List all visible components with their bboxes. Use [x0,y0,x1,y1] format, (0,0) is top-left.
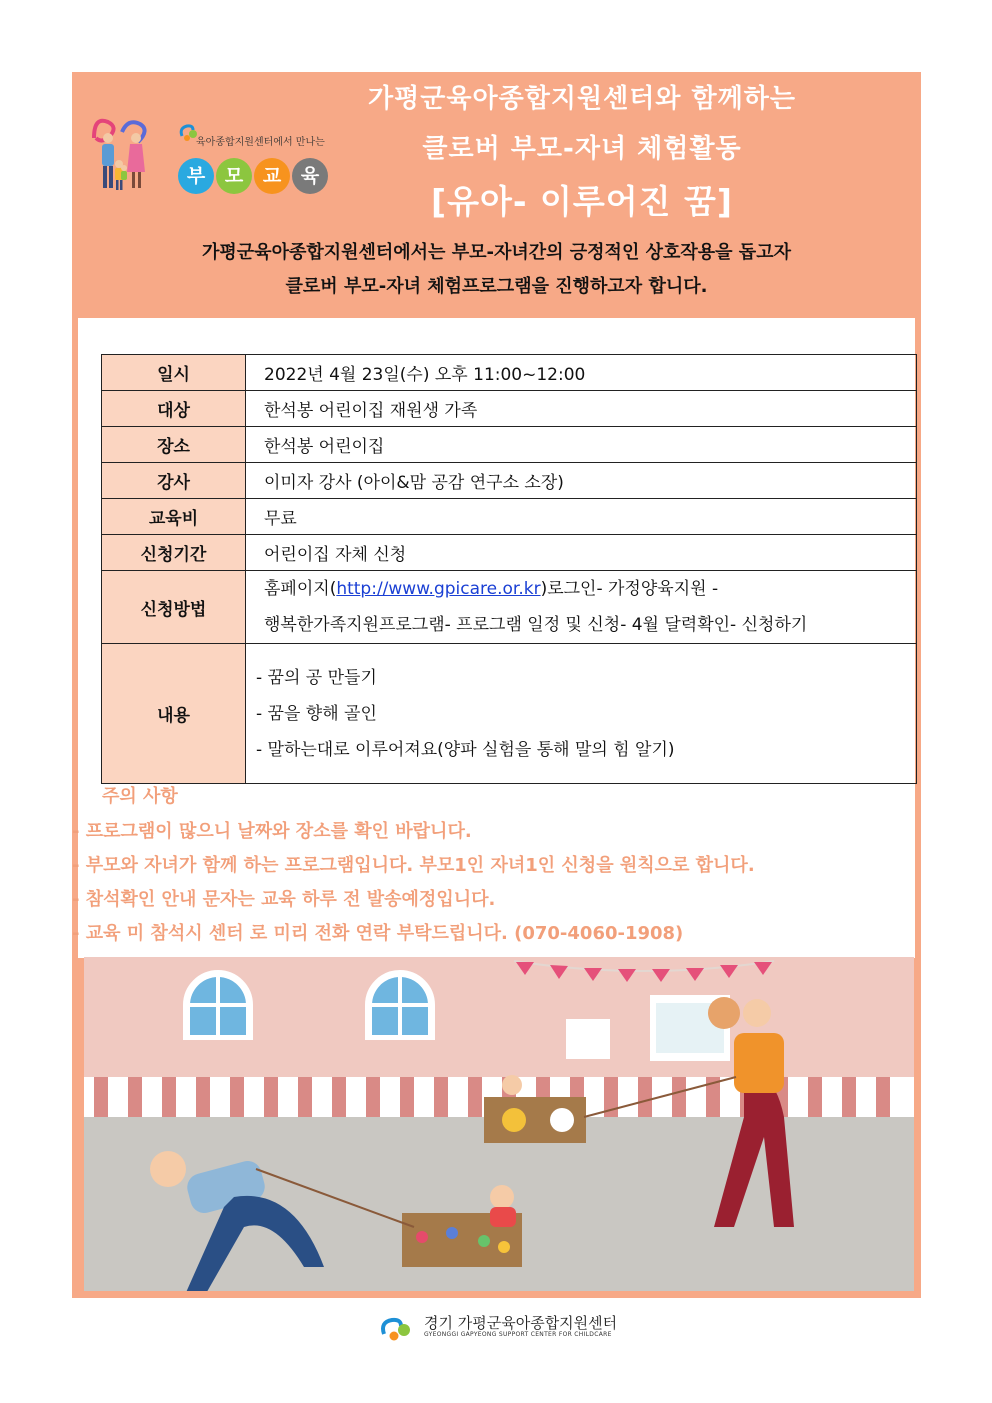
content-item-3: - 말하는대로 이루어져요(양파 실험을 통해 말의 힘 알기) [256,739,675,760]
row-method [102,571,917,644]
poster-header [72,72,921,318]
date-label: 일시 [102,355,246,391]
intro-line-1: 가평군육아종합지원센터에서는 부모-자녀간의 긍정적인 상호작용을 돕고자 [202,242,791,263]
place-label: 장소 [102,427,246,463]
row-fee [102,499,917,535]
method-suffix: )로그인- 가정양육지원 - [540,579,719,599]
title-line-3: [유아- 이루어진 꿈] [431,182,733,221]
method-label: 신청방법 [102,571,246,644]
row-target [102,391,917,427]
poster-frame [72,72,921,1298]
fee-label: 교육비 [102,499,246,535]
row-period [102,535,917,571]
family-illustration-icon [86,108,156,198]
intro-line-2: 클로버 부모-자녀 체험프로그램을 진행하고자 합니다. [285,276,708,297]
note-item-1: - 프로그램이 많으니 날짜와 장소를 확인 바랍니다. [72,821,472,842]
method-prefix: 홈페이지( [264,579,337,599]
family-play-illustration [84,957,914,1291]
center-logo-icon [378,1314,418,1344]
method-line-1 [264,571,916,607]
logo-syllable-yuk: 육 [292,158,328,194]
notes-heading: 주의 사항 [102,786,178,807]
note-item-2: - 부모와 자녀가 함께 하는 프로그램입니다. 부모1인 자녀1인 신청을 원칙으로 합니다. [72,855,755,876]
title-line-1: 가평군육아종합지원센터와 함께하는 [368,84,796,114]
content-panel [72,318,915,958]
date-value: 2022년 4월 23일(수) 오후 11:00~12:00 [246,355,917,391]
method-value [246,571,917,644]
place-value: 한석봉 어린이집 [246,427,917,463]
content-label: 내용 [102,644,246,784]
instructor-label: 강사 [102,463,246,499]
content-item-1: - 꿈의 공 만들기 [256,667,377,688]
instructor-value: 이미자 강사 (아이&맘 공감 연구소 소장) [246,463,917,499]
note-item-4: - 교육 미 참석시 센터 로 미리 전화 연락 부탁드립니다. (070-4060-1908) [72,923,684,944]
info-table [101,354,917,784]
period-value: 어린이집 자체 신청 [246,535,917,571]
logo-syllable-gyo: 교 [254,158,290,194]
logo-subtitle: 육아종합지원센터에서 만나는 [196,137,325,148]
fee-value: 무료 [246,499,917,535]
target-value: 한석봉 어린이집 재원생 가족 [246,391,917,427]
content-value [246,644,917,784]
logo [86,108,336,208]
row-date [102,355,917,391]
target-label: 대상 [102,391,246,427]
row-instructor [102,463,917,499]
homepage-link[interactable]: http://www.gpicare.or.kr [336,579,541,599]
footer [0,1310,992,1350]
row-content [102,644,917,784]
footer-center-name-en: GYEONGGI GAPYEONG SUPPORT CENTER FOR CHILDCARE [424,1331,612,1338]
logo-syllable-mo: 모 [216,158,252,194]
title-line-2: 클로버 부모-자녀 체험활동 [422,134,742,164]
period-label: 신청기간 [102,535,246,571]
method-line-2: 행복한가족지원프로그램- 프로그램 일정 및 신청- 4월 달력확인- 신청하기 [264,615,808,635]
note-item-3: - 참석확인 안내 문자는 교육 하루 전 발송예정입니다. [72,889,496,910]
row-place [102,427,917,463]
content-item-2: - 꿈을 향해 골인 [256,703,377,724]
logo-syllable-bu: 부 [178,158,214,194]
footer-center-name: 경기 가평군육아종합지원센터 [424,1314,618,1332]
